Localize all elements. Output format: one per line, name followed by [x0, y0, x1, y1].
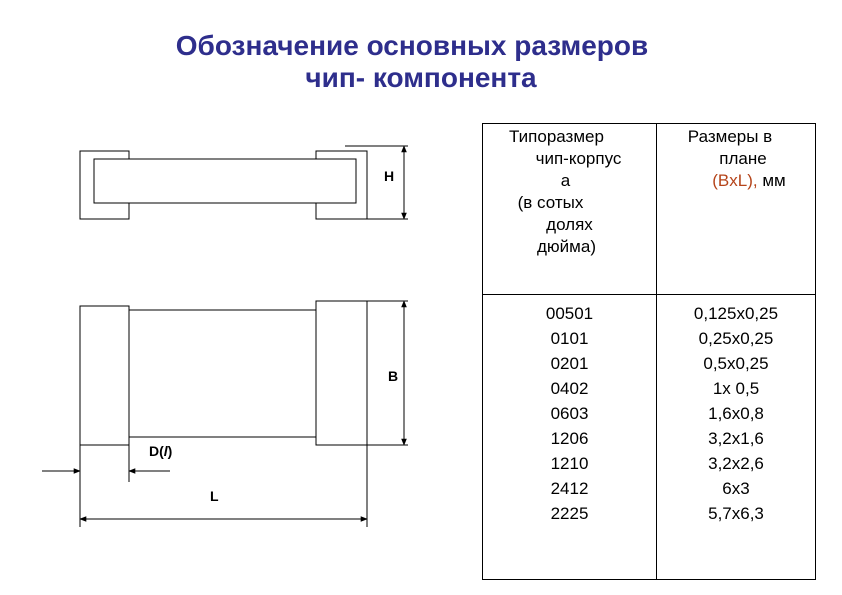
- dimension-value: 0,125x0,25: [693, 304, 779, 323]
- label-d: D(l): [149, 443, 173, 459]
- package-code: 1210: [550, 454, 589, 473]
- title-line-2: чип- компонента: [305, 62, 537, 93]
- package-code: 0603: [550, 404, 589, 423]
- header-dimensions-unit: мм: [757, 171, 786, 190]
- header-dimensions-line: Размеры в: [687, 127, 773, 146]
- dimension-value: 1,6x0,8: [708, 404, 764, 423]
- header-package-line: (в сотых: [517, 193, 584, 212]
- cell-package-codes: [483, 295, 657, 580]
- header-dimensions-line: плане: [719, 149, 767, 168]
- top-view-right-terminal: [316, 301, 367, 445]
- side-view-body: [94, 159, 356, 203]
- label-b: B: [388, 368, 399, 384]
- package-code: 0101: [550, 329, 589, 348]
- top-view-left-terminal: [80, 306, 129, 445]
- size-table: [482, 123, 816, 580]
- dimension-value: 6x3: [722, 479, 750, 498]
- dimension-value: 0,25x0,25: [698, 329, 774, 348]
- label-l: L: [210, 488, 219, 504]
- header-package-line: дюйма): [537, 237, 596, 256]
- dimension-value: 0,5x0,25: [703, 354, 769, 373]
- dimension-value: 3,2x1,6: [708, 429, 764, 448]
- side-view: [80, 146, 408, 219]
- header-package-line: а: [560, 171, 571, 190]
- dimension-value: 5,7x6,3: [708, 504, 764, 523]
- header-cell-package: [483, 124, 657, 295]
- package-code: 0201: [550, 354, 589, 373]
- cell-dimension-values: [657, 295, 816, 580]
- table-values-row: [483, 295, 816, 580]
- header-package-line: Типоразмер: [509, 127, 604, 146]
- title-line-1: Обозначение основных размеров: [175, 30, 649, 61]
- package-code: 1206: [550, 429, 589, 448]
- header-cell-dimensions: [657, 124, 816, 295]
- package-code: 2412: [550, 479, 589, 498]
- package-code: 0402: [550, 379, 589, 398]
- header-dimensions-line: [670, 170, 828, 192]
- header-package-line: долях: [546, 215, 593, 234]
- table-header-row: [483, 124, 816, 295]
- dimension-value: 1x 0,5: [712, 379, 760, 398]
- top-view: [42, 301, 408, 527]
- dimension-value: 3,2x2,6: [708, 454, 764, 473]
- package-code: 00501: [545, 304, 594, 323]
- header-package-line: чип-корпус: [535, 149, 622, 168]
- package-code: 2225: [550, 504, 589, 523]
- label-h: H: [384, 168, 395, 184]
- header-dimensions-accent: (BxL),: [712, 171, 758, 190]
